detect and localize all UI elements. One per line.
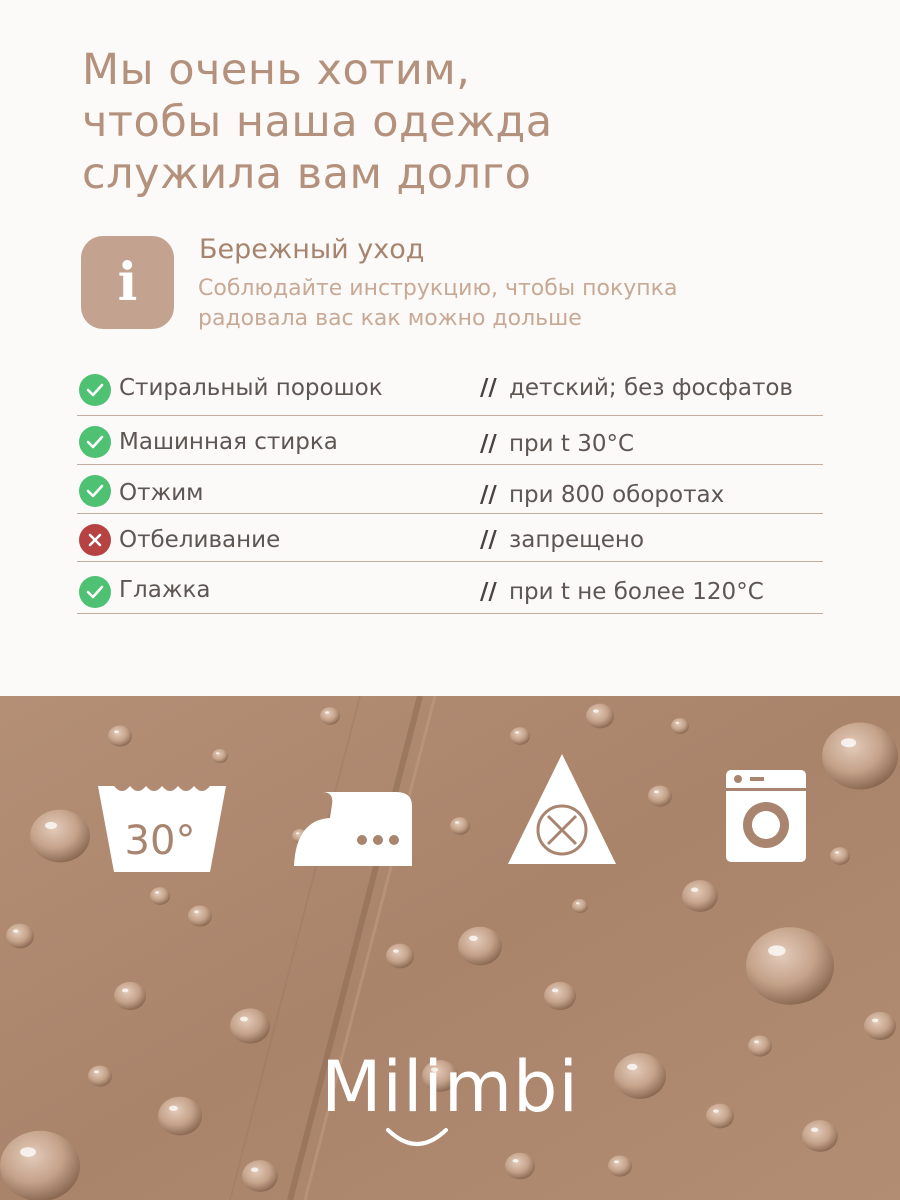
instruction-value: запрещено: [509, 527, 645, 553]
instruction-separator: //: [480, 579, 497, 605]
water-drop: [608, 1155, 632, 1176]
water-drop: [671, 718, 689, 734]
water-drop: [544, 982, 576, 1010]
check-icon: [79, 576, 111, 608]
water-drop-highlight: [240, 1017, 248, 1022]
water-drop: [864, 1012, 896, 1040]
water-drop-highlight: [691, 888, 698, 892]
instruction-label: Глажка: [119, 577, 211, 603]
check-icon: [79, 374, 111, 406]
water-drop-highlight: [515, 731, 519, 733]
water-drop: [458, 927, 502, 966]
water-drop: [510, 727, 530, 745]
water-drop: [586, 704, 614, 729]
water-drop-highlight: [114, 730, 119, 733]
info-icon: [81, 236, 174, 329]
water-drop: [682, 880, 718, 912]
instruction-row-machine-wash: [77, 416, 823, 465]
water-drop: [150, 887, 170, 905]
care-title: Бережный уход: [199, 234, 425, 265]
water-drop-highlight: [393, 949, 399, 952]
cross-icon: [79, 524, 111, 556]
water-drop-highlight: [835, 851, 839, 853]
instruction-separator: //: [480, 431, 497, 457]
headline-line: служила вам долго: [82, 149, 532, 199]
water-drop-highlight: [216, 752, 219, 754]
water-drop-highlight: [811, 1128, 818, 1132]
brand-logo: Milimbi: [321, 1046, 579, 1128]
water-drop: [6, 924, 34, 949]
wash-30-icon: [98, 782, 228, 874]
instruction-separator: //: [480, 482, 497, 508]
water-drop-highlight: [614, 1160, 619, 1163]
water-drop-highlight: [455, 821, 459, 823]
water-drop-highlight: [576, 902, 579, 904]
logo-smile-icon: [382, 1124, 452, 1150]
headline-line: Мы очень хотим,: [82, 45, 471, 95]
instruction-label: Отбеливание: [119, 527, 281, 553]
instruction-row-spin: [77, 465, 823, 514]
water-drop-highlight: [469, 936, 478, 941]
washing-machine-icon: [726, 770, 806, 862]
instruction-value: детский; без фосфатов: [509, 375, 793, 401]
water-drop: [505, 1153, 535, 1179]
water-drop: [830, 847, 850, 865]
water-drop-highlight: [768, 945, 786, 956]
water-drop: [188, 905, 212, 926]
water-drop-highlight: [194, 910, 199, 913]
water-drop: [648, 785, 672, 806]
instruction-label: Машинная стирка: [119, 429, 338, 455]
water-drop: [30, 810, 90, 863]
instruction-row-powder: [77, 362, 823, 416]
check-icon: [79, 426, 111, 458]
care-subtitle: [198, 274, 798, 334]
water-drop: [386, 944, 414, 969]
info-badge-letter: i: [117, 252, 138, 313]
headline-line: чтобы наша одежда: [82, 97, 553, 147]
iron-icon: [292, 790, 414, 868]
water-drop: [822, 723, 898, 790]
water-drop: [230, 1008, 270, 1043]
water-drop-highlight: [45, 822, 57, 829]
water-drop-highlight: [754, 1040, 759, 1043]
instruction-value: при t 30°C: [509, 431, 635, 457]
water-drop-highlight: [513, 1159, 519, 1163]
water-drop: [114, 982, 146, 1010]
care-subtitle-line: Соблюдайте инструкцию, чтобы покупка: [198, 276, 678, 301]
water-drop-highlight: [841, 738, 856, 747]
water-drop: [212, 749, 228, 763]
instruction-separator: //: [480, 375, 497, 401]
water-drop: [108, 725, 132, 746]
water-drop-highlight: [593, 709, 599, 712]
check-icon: [79, 475, 111, 507]
instruction-label: Отжим: [119, 480, 204, 506]
instruction-separator: //: [480, 527, 497, 553]
water-drop: [450, 817, 470, 835]
no-bleach-icon: [508, 754, 616, 864]
water-drop-highlight: [654, 790, 659, 793]
water-drop: [746, 927, 834, 1004]
instruction-value: при 800 оборотах: [509, 482, 725, 508]
water-drop-highlight: [122, 988, 128, 992]
instruction-value: при t не более 120°C: [509, 579, 764, 605]
water-drop-highlight: [155, 891, 159, 893]
headline: [82, 44, 553, 200]
fabric-photo: [0, 696, 900, 1200]
water-drop-highlight: [13, 929, 19, 932]
instruction-row-ironing: [77, 562, 823, 614]
water-drop-highlight: [325, 711, 329, 713]
care-instructions-list: [77, 362, 823, 614]
water-drop: [320, 707, 340, 725]
care-subtitle-line: радовала вас как можно дольше: [198, 306, 582, 331]
water-drop: [0, 1131, 80, 1200]
water-drop-highlight: [676, 722, 680, 724]
water-drop: [572, 899, 588, 913]
water-drop-highlight: [251, 1168, 258, 1172]
water-drop-highlight: [552, 988, 558, 992]
water-drop-highlight: [872, 1018, 878, 1022]
instruction-row-bleach: [77, 514, 823, 562]
instruction-label: Стиральный порошок: [119, 375, 383, 401]
wash-temperature: 30°: [124, 818, 196, 864]
water-drop-highlight: [20, 1147, 36, 1157]
water-drop: [242, 1160, 278, 1192]
